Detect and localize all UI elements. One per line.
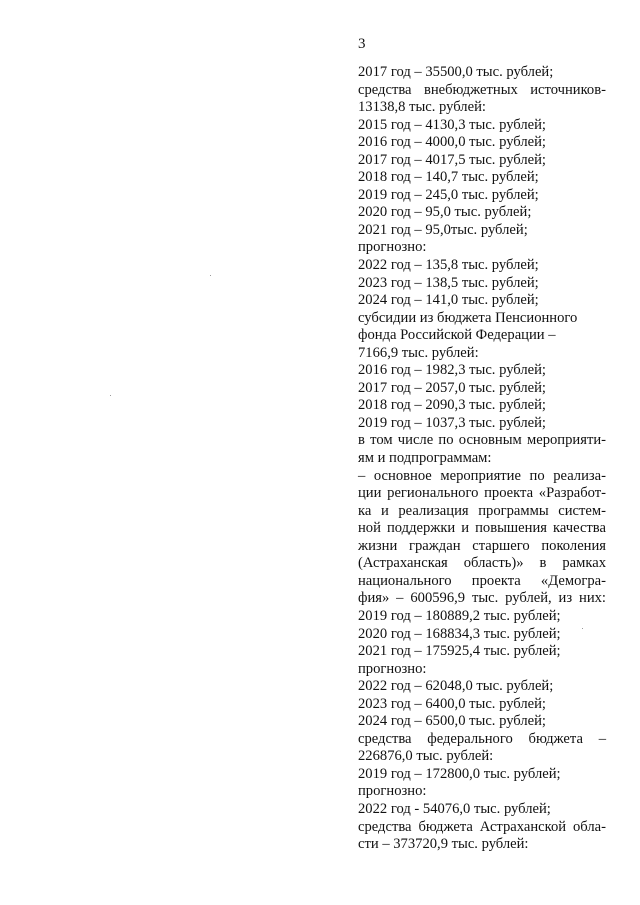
document-text-column <box>358 64 606 854</box>
document-line: 2022 год - 54076,0 тыс. рублей; <box>358 800 551 817</box>
document-line: 2021 год – 95,0тыс. рублей; <box>358 221 528 238</box>
document-line: фия» – 600596,9 тыс. рублей, из них: <box>358 590 606 607</box>
document-line: 2023 год – 6400,0 тыс. рублей; <box>358 695 546 712</box>
document-line: 2022 год – 62048,0 тыс. рублей; <box>358 678 554 695</box>
scan-speck <box>110 395 111 396</box>
document-line: ям и подпрограммам: <box>358 450 492 467</box>
document-line: 2018 год – 2090,3 тыс. рублей; <box>358 397 546 414</box>
document-line: 2018 год – 140,7 тыс. рублей; <box>358 169 539 186</box>
document-line: национального проекта «Демогра- <box>358 572 606 589</box>
document-line: прогнозно: <box>358 783 427 800</box>
document-line: 2019 год – 180889,2 тыс. рублей; <box>358 607 561 624</box>
document-line: 13138,8 тыс. рублей: <box>358 99 486 116</box>
document-line: жизни граждан старшего поколения <box>358 537 606 554</box>
document-line: 2024 год – 6500,0 тыс. рублей; <box>358 713 546 730</box>
document-line: ной поддержки и повышения качества <box>358 520 606 537</box>
document-line: 2021 год – 175925,4 тыс. рублей; <box>358 643 561 660</box>
document-line: ка и реализация программы систем- <box>358 502 606 519</box>
document-line: 2024 год – 141,0 тыс. рублей; <box>358 292 539 309</box>
document-line: прогнозно: <box>358 660 427 677</box>
document-line: (Астраханская область)» в рамках <box>358 555 606 572</box>
document-line: субсидии из бюджета Пенсионного <box>358 309 578 326</box>
document-line: 2017 год – 35500,0 тыс. рублей; <box>358 64 554 80</box>
document-line: 2019 год – 1037,3 тыс. рублей; <box>358 414 546 431</box>
document-line: 2020 год – 168834,3 тыс. рублей; <box>358 625 561 642</box>
document-line: 2020 год – 95,0 тыс. рублей; <box>358 204 532 221</box>
document-line: средства бюджета Астраханской обла- <box>358 818 606 835</box>
document-line: сти – 373720,9 тыс. рублей: <box>358 836 529 853</box>
document-line: 2017 год – 2057,0 тыс. рублей; <box>358 379 546 396</box>
document-line: фонда Российской Федерации – <box>358 327 556 344</box>
document-line: прогнозно: <box>358 239 427 256</box>
document-line: 2016 год – 4000,0 тыс. рублей; <box>358 134 546 151</box>
document-line: ции регионального проекта «Разработ- <box>358 485 606 502</box>
document-line: 2017 год – 4017,5 тыс. рублей; <box>358 151 546 168</box>
scan-speck <box>210 275 211 276</box>
document-line: 2019 год – 172800,0 тыс. рублей; <box>358 765 561 782</box>
document-line: средства федерального бюджета – <box>358 730 606 747</box>
document-line: 226876,0 тыс. рублей: <box>358 748 494 765</box>
page-number: 3 <box>358 36 366 52</box>
scan-speck <box>582 628 583 629</box>
document-line: 2016 год – 1982,3 тыс. рублей; <box>358 362 546 379</box>
document-line: средства внебюджетных источников- <box>358 81 606 98</box>
document-line: 2015 год – 4130,3 тыс. рублей; <box>358 116 546 133</box>
document-line: 2022 год – 135,8 тыс. рублей; <box>358 257 539 274</box>
document-line: 7166,9 тыс. рублей: <box>358 344 479 361</box>
document-line: 2019 год – 245,0 тыс. рублей; <box>358 186 539 203</box>
document-line: – основное мероприятие по реализа- <box>358 467 606 484</box>
document-line: 2023 год – 138,5 тыс. рублей; <box>358 274 539 291</box>
document-line: в том числе по основным мероприяти- <box>358 432 606 449</box>
